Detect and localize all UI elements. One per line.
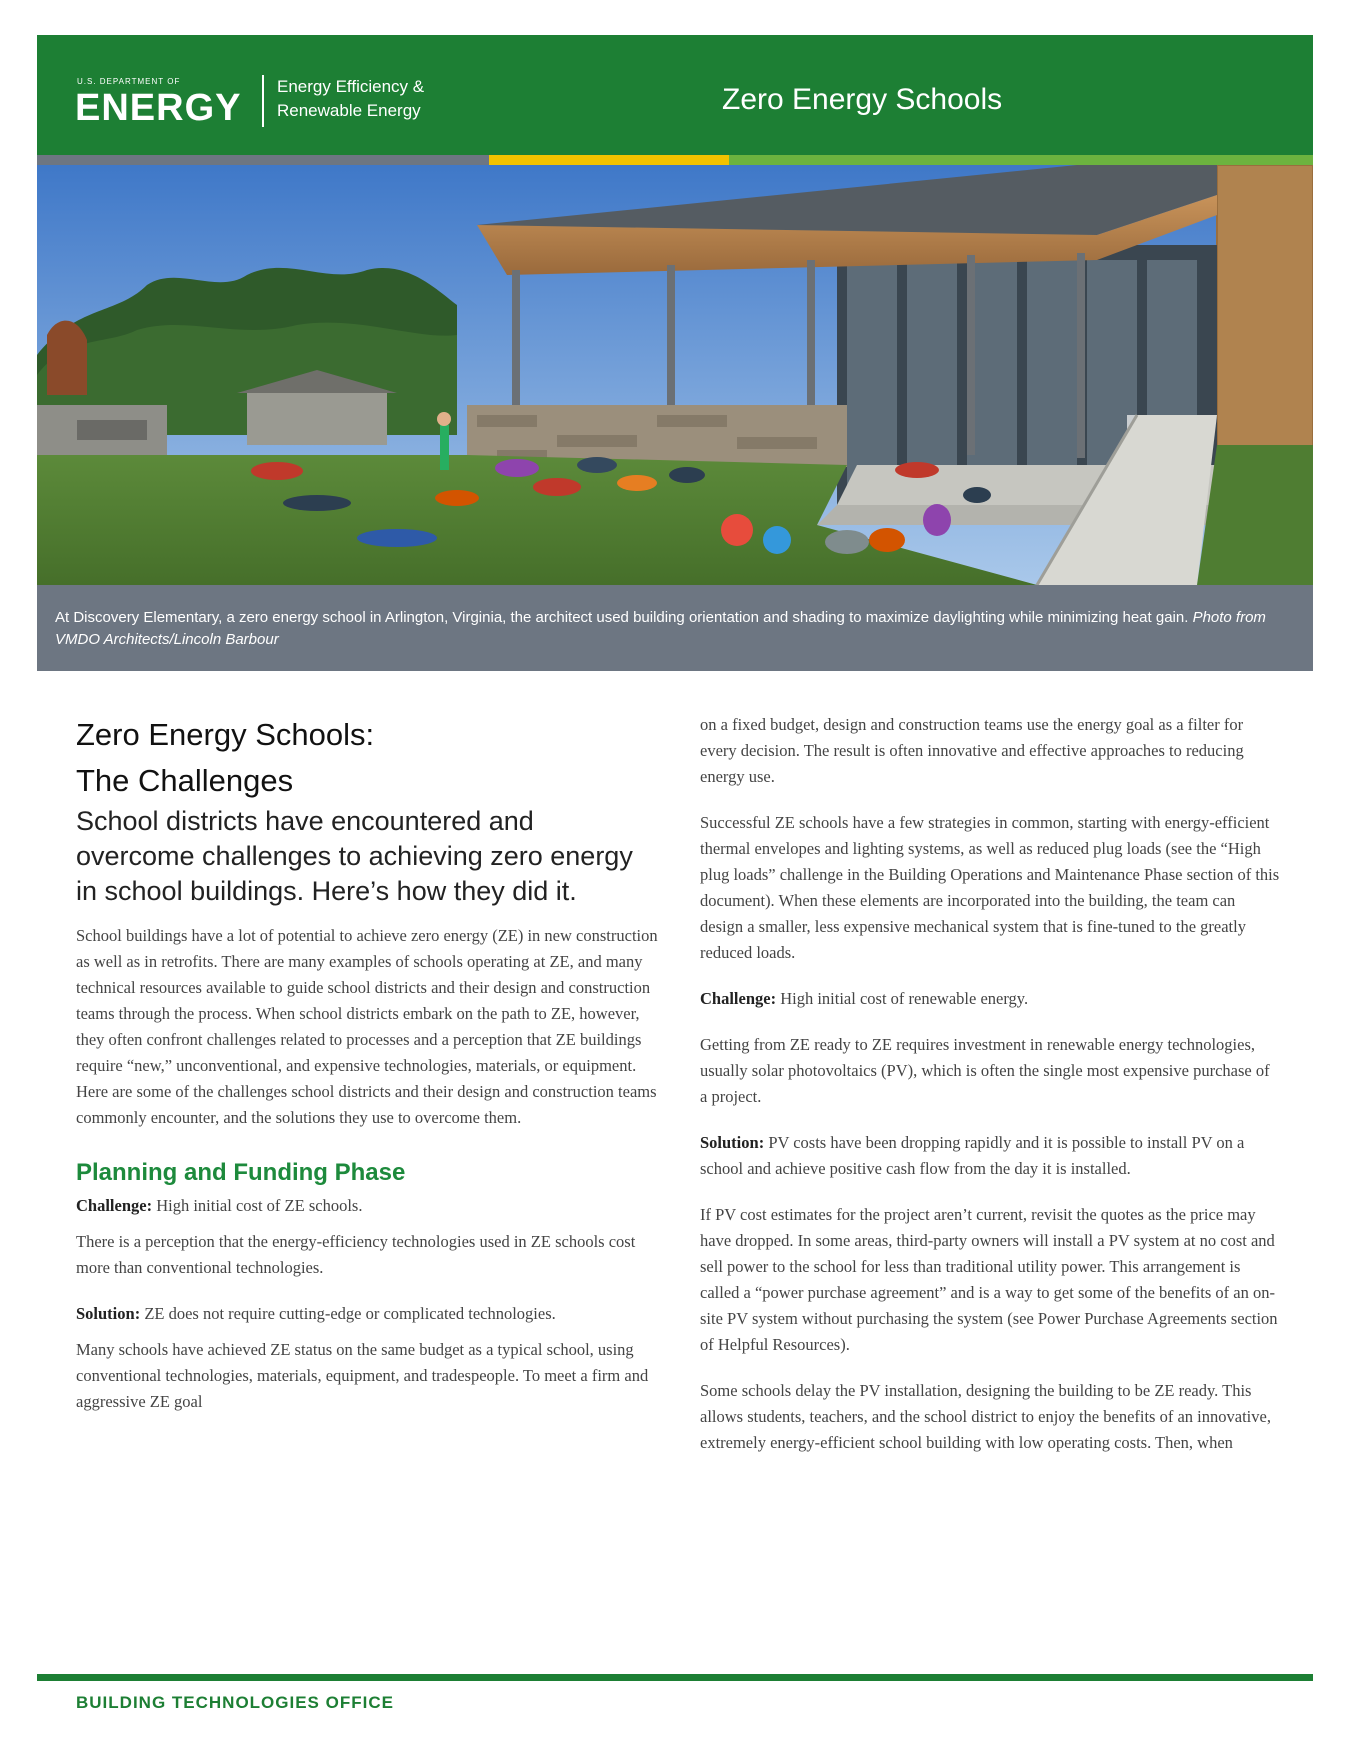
photo-caption (37, 585, 1313, 671)
header-title: Zero Energy Schools (722, 83, 1003, 116)
logo-energy-wordmark: ENERGY (75, 87, 242, 129)
strategies-paragraph: Successful ZE schools have a few strategies in common, starting with energy-efficient thermal envelopes and lighting systems, as well as reduced plug loads (see the “High plug loads” challenge in the Building Operations and Maintenance Phase section of this document). When these elements are incorporated into the building, the team can design a smaller, less expensive mechanical system that is fine-tuned to the greatly reduced loads. (700, 813, 1280, 962)
challenge-2-label: Challenge: (700, 989, 777, 1008)
solution-2-label: Solution: (700, 1133, 765, 1152)
pv-estimates-paragraph: If PV cost estimates for the project aren’t current, revisit the quotes as the price may have dropped. In some areas, third-party owners will install a PV system at no cost and sell power to the school for less than traditional utility power. This arrangement is called a “power purchase agreement” and is a way to get some of the benefits of an on-site PV system without purchasing the system (see Power Purchase Agreements section of Helpful Resources). (700, 1205, 1278, 1354)
article-title-line-2: The Challenges (76, 763, 294, 798)
solution-1-text: ZE does not require cutting-edge or complicated technologies. (144, 1304, 556, 1323)
perception-paragraph: There is a perception that the energy-efficiency technologies used in ZE schools cost more than conventional technologies. (76, 1232, 636, 1277)
solution-2 (700, 1130, 1280, 1182)
caption-description: At Discovery Elementary, a zero energy school in Arlington, Virginia, the architect used building orientation and shading to maximize daylighting while minimizing heat gain. (55, 609, 1189, 626)
caption-text (55, 607, 1295, 651)
challenge-1-label: Challenge: (76, 1196, 153, 1215)
header-stripe-grey (37, 155, 489, 165)
section-heading-planning-funding: Planning and Funding Phase (76, 1159, 406, 1186)
footer-rule (37, 1674, 1313, 1681)
logo-office-line-1: Energy Efficiency & (277, 77, 425, 96)
solution-2-text: PV costs have been dropping rapidly and it is possible to install PV on a school and achieve positive cash flow from the day it is installed. (700, 1133, 1245, 1178)
challenge-2-text: High initial cost of renewable energy. (780, 989, 1029, 1008)
challenge-1 (76, 1193, 658, 1219)
header-stripe-yellow (489, 155, 729, 165)
school-photo (37, 165, 1313, 585)
budget-continued-paragraph: on a fixed budget, design and construction teams use the energy goal as a filter for every decision. The result is often innovative and effective approaches to reducing energy use. (700, 715, 1244, 786)
page-header (37, 35, 1313, 155)
challenge-1-text: High initial cost of ZE schools. (156, 1196, 363, 1215)
caption-photo-credit: Photo from VMDO Architects/Lincoln Barbour (55, 609, 1266, 648)
article-title-line-1: Zero Energy Schools: (76, 717, 375, 752)
logo-department-text: U.S. DEPARTMENT OF (77, 77, 181, 86)
left-column (76, 712, 658, 1435)
article-subtitle: School districts have encountered and overcome challenges to achieving zero energy in school buildings. Here’s how they did it. (76, 806, 633, 906)
solution-1 (76, 1301, 658, 1327)
getting-ze-paragraph: Getting from ZE ready to ZE requires investment in renewable energy technologies, usually solar photovoltaics (PV), which is often the single most expensive purchase of a project. (700, 1035, 1270, 1106)
footer-office-name: BUILDING TECHNOLOGIES OFFICE (76, 1693, 394, 1712)
article-title (76, 712, 658, 804)
header-stripe-green (729, 155, 1313, 165)
solution-1-label: Solution: (76, 1304, 141, 1323)
intro-paragraph: School buildings have a lot of potential to achieve zero energy (ZE) in new construction as well as in retrofits. There are many examples of schools operating at ZE, and many technical resources available to guide school districts and their design and construction teams through the process. When school districts embark on the path to ZE, however, they often confront challenges related to processes and a perception that ZE buildings require “new,” unconventional, and expensive technologies, materials, or equipment. Here are some of the challenges school districts and their design and construction teams commonly encounter, and the solutions they use to overcome them. (76, 926, 658, 1127)
right-column (700, 712, 1280, 1476)
challenge-2 (700, 986, 1280, 1012)
logo-office-line-2: Renewable Energy (277, 101, 421, 120)
many-schools-paragraph: Many schools have achieved ZE status on the same budget as a typical school, using conventional technologies, materials, equipment, and tradespeople. To meet a firm and aggressive ZE goal (76, 1340, 649, 1411)
delay-pv-paragraph: Some schools delay the PV installation, designing the building to be ZE ready. This allows students, teachers, and the school district to enjoy the benefits of an innovative, extremely energy-efficient school building with low operating costs. Then, when (700, 1381, 1271, 1452)
logo-divider (262, 75, 264, 127)
school-photo-illustration (37, 165, 1313, 585)
